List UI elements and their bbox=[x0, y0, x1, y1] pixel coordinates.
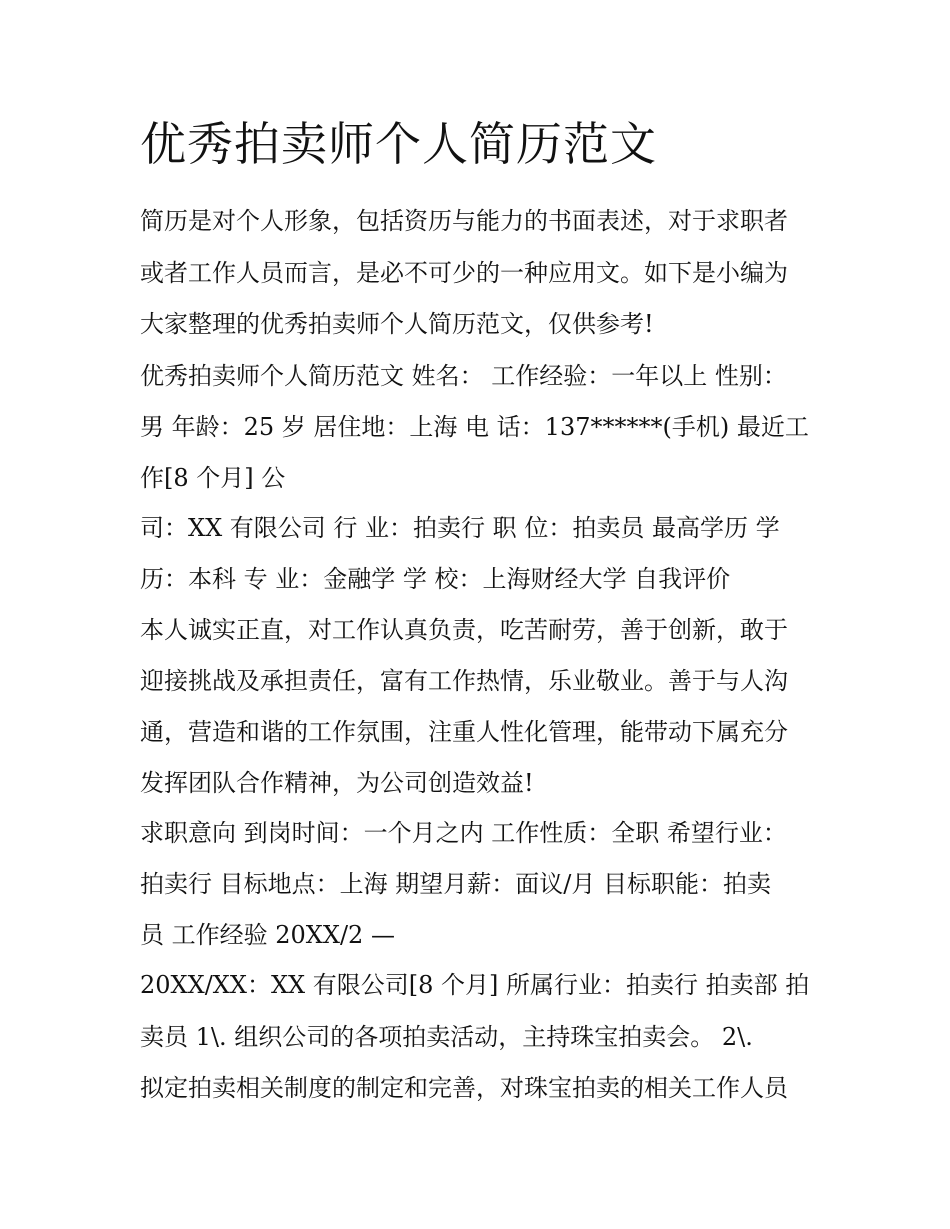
body-line: 求职意向 到岗时间：一个月之内 工作性质：全职 希望行业： bbox=[140, 819, 787, 847]
body-line: 20XX/XX：XX 有限公司[8 个月] 所属行业：拍卖行 拍卖部 拍 bbox=[140, 971, 810, 999]
body-line: 本人诚实正直，对工作认真负责，吃苦耐劳，善于创新，敢于 bbox=[140, 616, 788, 644]
body-line: 拍卖行 目标地点：上海 期望月薪：面议/月 目标职能：拍卖 bbox=[140, 870, 771, 898]
body-line: 历：本科 专 业：金融学 学 校：上海财经大学 自我评价 bbox=[140, 565, 731, 593]
body-line: 作[8 个月] 公 bbox=[140, 464, 286, 492]
body-line: 简历是对个人形象，包括资历与能力的书面表述，对于求职者 bbox=[140, 207, 788, 235]
body-line: 男 年龄：25 岁 居住地：上海 电 话：137******(手机) 最近工 bbox=[140, 413, 809, 441]
body-line: 卖员 1\. 组织公司的各项拍卖活动，主持珠宝拍卖会。 2\. bbox=[140, 1023, 753, 1051]
body-line: 拟定拍卖相关制度的制定和完善，对珠宝拍卖的相关工作人员 bbox=[140, 1074, 788, 1102]
body-line: 大家整理的优秀拍卖师个人简历范文，仅供参考! bbox=[140, 310, 654, 338]
body-line: 或者工作人员而言，是必不可少的一种应用文。如下是小编为 bbox=[140, 259, 788, 287]
body-line: 员 工作经验 20XX/2 — bbox=[140, 921, 395, 949]
body-line: 司：XX 有限公司 行 业：拍卖行 职 位：拍卖员 最高学历 学 bbox=[140, 514, 780, 542]
body-line: 发挥团队合作精神，为公司创造效益! bbox=[140, 769, 534, 797]
document-title: 优秀拍卖师个人简历范文 bbox=[140, 117, 657, 171]
body-line: 迎接挑战及承担责任，富有工作热情，乐业敬业。善于与人沟 bbox=[140, 667, 788, 695]
body-line: 通，营造和谐的工作氛围，注重人性化管理，能带动下属充分 bbox=[140, 718, 788, 746]
body-line: 优秀拍卖师个人简历范文 姓名： 工作经验：一年以上 性别： bbox=[140, 362, 787, 390]
